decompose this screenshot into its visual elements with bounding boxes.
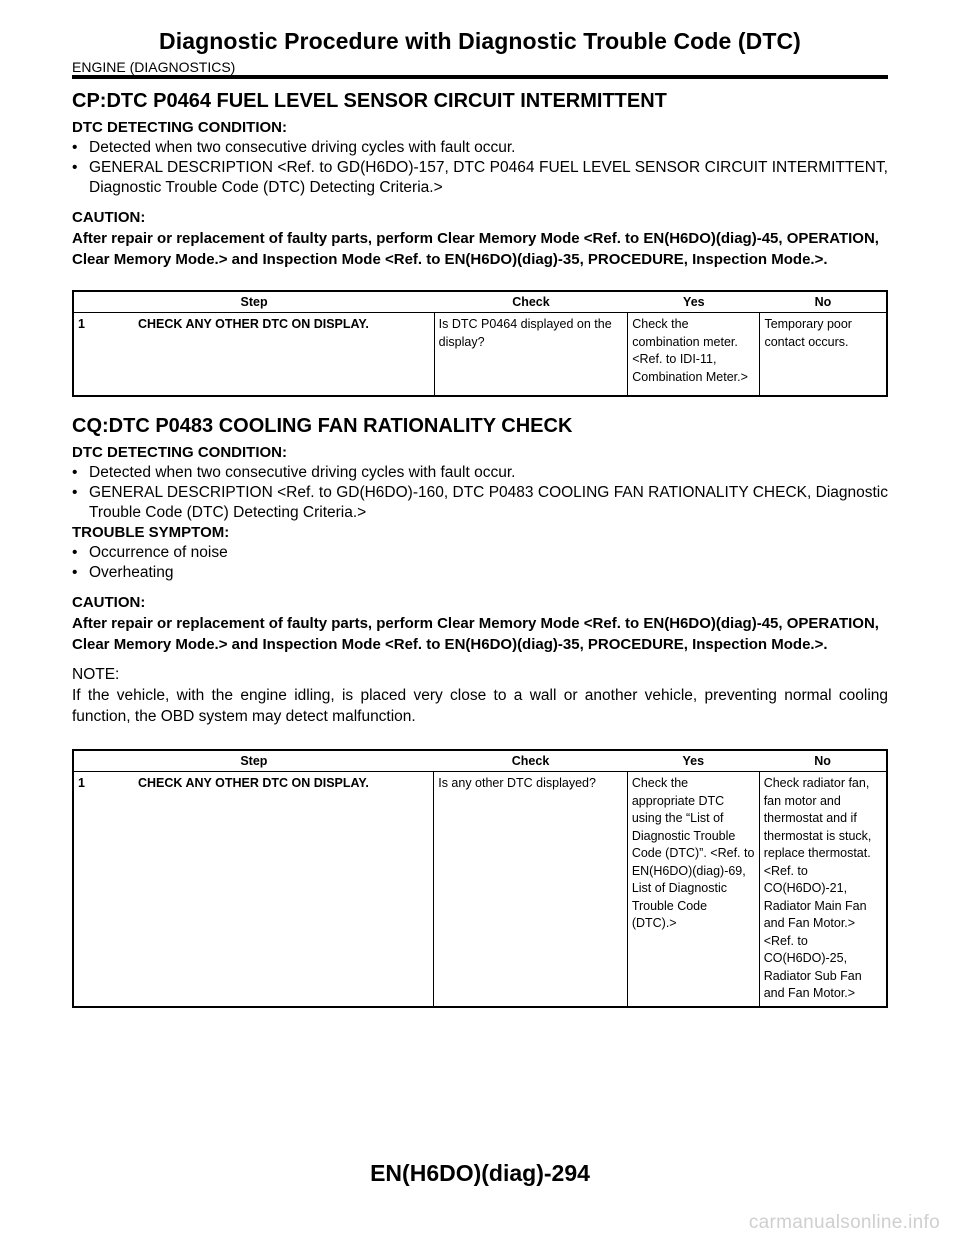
table-row xyxy=(73,313,887,397)
cq-note-text: If the vehicle, with the engine idling, is placed very close to a wall or another vehicle, preventing normal cooling function, the OBD system may detect malfunction. xyxy=(72,687,888,725)
cq-symptom-label: TROUBLE SYMPTOM: xyxy=(72,524,230,541)
cq-symptom: • Occurrence of noise xyxy=(72,544,228,561)
cq-step-table xyxy=(72,749,888,1008)
page-number: EN(H6DO)(diag)-294 xyxy=(370,1160,590,1186)
cq-bullet: • Detected when two consecutive driving cycles with fault occur. xyxy=(72,464,516,481)
col-yes: Yes xyxy=(627,750,759,772)
cp-caution-text: After repair or replacement of faulty parts, perform Clear Memory Mode <Ref. to EN(H6DO)(diag)-45, OPERATION, Clear Memory Mode.> and Inspection Mode <Ref. to EN(H6DO)(diag)-35, PROCEDURE, Inspection Mode.>. xyxy=(72,230,879,268)
cq-symptom: • Overheating xyxy=(72,564,174,581)
page-header xyxy=(72,28,888,75)
col-step: Step xyxy=(73,291,434,313)
table-row xyxy=(73,772,887,1007)
check-cell: Is any other DTC displayed? xyxy=(434,772,628,1007)
cq-detecting-label: DTC DETECTING CONDITION: xyxy=(72,444,287,461)
cq-caution-text: After repair or replacement of faulty parts, perform Clear Memory Mode <Ref. to EN(H6DO)(diag)-45, OPERATION, Clear Memory Mode.> and Inspection Mode <Ref. to EN(H6DO)(diag)-35, PROCEDURE, Inspection Mode.>. xyxy=(72,615,879,653)
cq-note-label: NOTE: xyxy=(72,666,120,683)
watermark: carmanualsonline.info xyxy=(748,1212,940,1233)
cp-bullet: • Detected when two consecutive driving cycles with fault occur. xyxy=(72,139,516,156)
no-cell: Check radiator fan, fan motor and thermostat and if thermostat is stuck, replace thermostat. <Ref. to CO(H6DO)-21, Radiator Main Fan and Fan Motor.> <Ref. to CO(H6DO)-25, Radiator Sub Fan and Fan Motor.> xyxy=(759,772,887,1007)
cq-bullet: • GENERAL DESCRIPTION <Ref. to GD(H6DO)-160, DTC P0483 COOLING FAN RATIONALITY CHECK, Diagnostic Trouble Code (DTC) Detecting Criteria.> xyxy=(72,484,888,521)
col-yes: Yes xyxy=(628,291,760,313)
col-no: No xyxy=(759,750,887,772)
check-cell: Is DTC P0464 displayed on the display? xyxy=(434,313,628,397)
col-step: Step xyxy=(73,750,434,772)
col-no: No xyxy=(760,291,887,313)
section-cq-title: CQ:DTC P0483 COOLING FAN RATIONALITY CHECK xyxy=(72,415,573,437)
cq-caution-label: CAUTION: xyxy=(72,594,146,611)
yes-cell: Check the appropriate DTC using the “List of Diagnostic Trouble Code (DTC)”. <Ref. to EN(H6DO)(diag)-69, List of Diagnostic Trouble Code (DTC).> xyxy=(627,772,759,1007)
no-cell: Temporary poor contact occurs. xyxy=(760,313,887,397)
cp-bullet: • GENERAL DESCRIPTION <Ref. to GD(H6DO)-157, DTC P0464 FUEL LEVEL SENSOR CIRCUIT INTERMITTENT, Diagnostic Trouble Code (DTC) Detecting Criteria.> xyxy=(72,159,888,196)
header-divider xyxy=(72,75,888,79)
page-title: Diagnostic Procedure with Diagnostic Trouble Code (DTC) xyxy=(159,28,801,54)
document-body xyxy=(72,88,888,1008)
section-subtitle: ENGINE (DIAGNOSTICS) xyxy=(72,59,236,75)
step-cell: 1 CHECK ANY OTHER DTC ON DISPLAY. xyxy=(78,317,369,331)
cp-caution-label: CAUTION: xyxy=(72,209,146,226)
section-cp-title: CP:DTC P0464 FUEL LEVEL SENSOR CIRCUIT INTERMITTENT xyxy=(72,90,667,112)
col-check: Check xyxy=(434,291,628,313)
step-cell: 1 CHECK ANY OTHER DTC ON DISPLAY. xyxy=(78,776,369,790)
cp-detecting-label: DTC DETECTING CONDITION: xyxy=(72,119,287,136)
cp-step-table xyxy=(72,290,888,397)
col-check: Check xyxy=(434,750,628,772)
yes-cell: Check the combination meter. <Ref. to IDI-11, Combination Meter.> xyxy=(628,313,760,397)
